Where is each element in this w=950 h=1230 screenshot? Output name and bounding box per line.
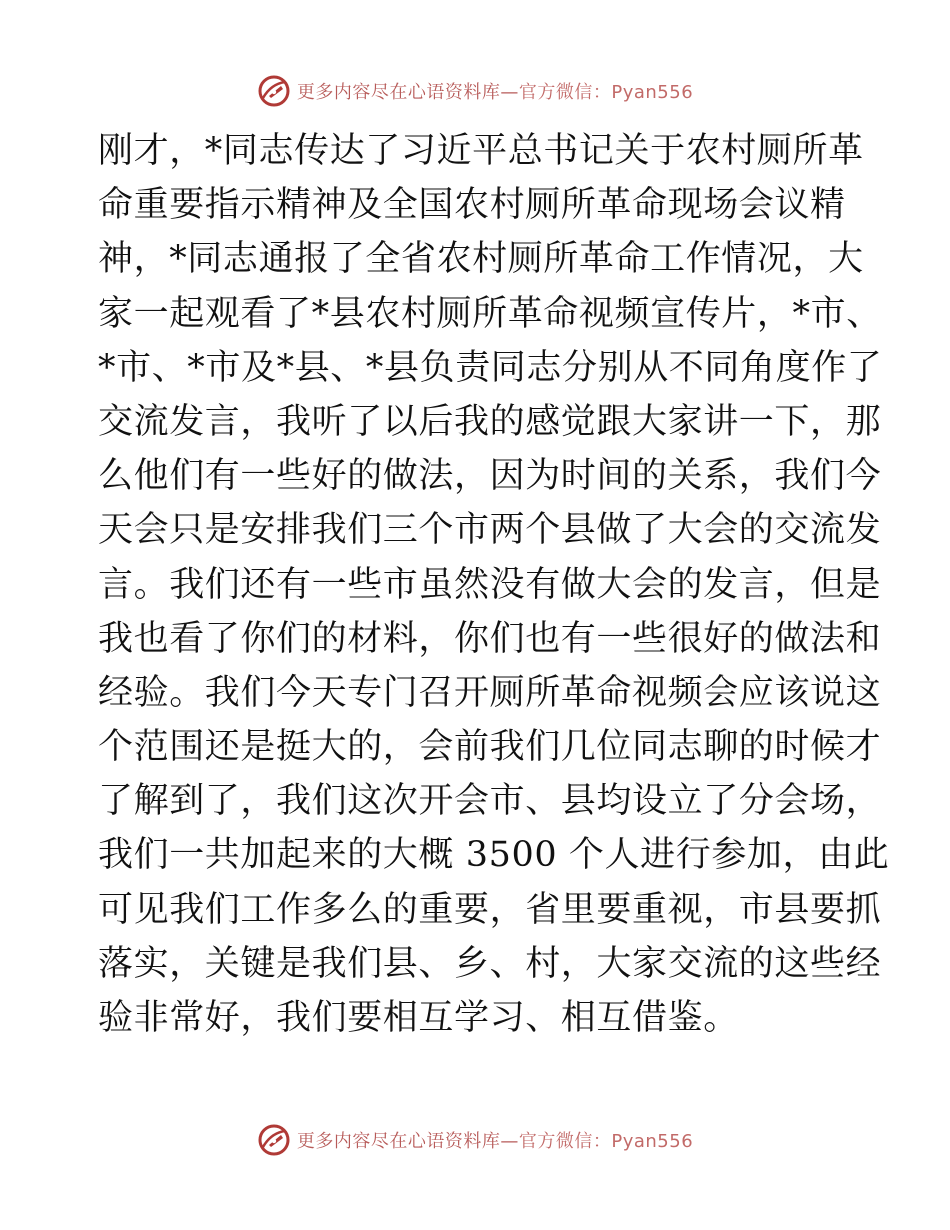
watermark-site-text: 更多内容尽在心语资料库 xyxy=(296,1131,501,1152)
document-body xyxy=(98,124,890,1045)
watermark-site-text: 更多内容尽在心语资料库 xyxy=(296,82,501,103)
text-line: 家一起观看了*县农村厕所革命视频宣传片，*市、 xyxy=(98,293,882,334)
watermark-dash: — xyxy=(500,1131,519,1152)
header-watermark xyxy=(0,71,950,111)
text-line: 天会只是安排我们三个市两个县做了大会的交流发 xyxy=(98,510,882,551)
footer-watermark xyxy=(0,1120,950,1160)
watermark-wechat-text: 官方微信：Pyan556 xyxy=(518,82,694,103)
text-line: 经验。我们今天专门召开厕所革命视频会应该说这 xyxy=(98,672,882,713)
text-line: 么他们有一些好的做法，因为时间的关系，我们今 xyxy=(98,456,882,497)
text-line: 交流发言，我听了以后我的感觉跟大家讲一下，那 xyxy=(98,401,882,442)
text-line: 个范围还是挺大的，会前我们几位同志聊的时候才 xyxy=(98,727,882,768)
pen-circle-logo-icon xyxy=(257,74,291,108)
text-line: 落实，关键是我们县、乡、村，大家交流的这些经 xyxy=(98,943,882,984)
text-line: 我们一共加起来的大概 3500 个人进行参加，由此 xyxy=(98,835,890,876)
text-line: 神，*同志通报了全省农村厕所革命工作情况，大 xyxy=(98,239,864,280)
text-line: 了解到了，我们这次开会市、县均设立了分会场， xyxy=(98,781,882,822)
watermark-wechat-text: 官方微信：Pyan556 xyxy=(518,1131,694,1152)
watermark-text xyxy=(297,78,693,104)
text-line: 可见我们工作多么的重要，省里要重视，市县要抓 xyxy=(98,889,882,930)
text-line: 我也看了你们的材料，你们也有一些很好的做法和 xyxy=(98,618,882,659)
text-line: 命重要指示精神及全国农村厕所革命现场会议精 xyxy=(98,185,846,226)
watermark-text xyxy=(297,1127,693,1153)
pen-circle-logo-icon xyxy=(257,1123,291,1157)
watermark-dash: — xyxy=(500,82,519,103)
text-line: 验非常好，我们要相互学习、相互借鉴。 xyxy=(98,998,739,1038)
text-line: 刚才，*同志传达了习近平总书记关于农村厕所革 xyxy=(98,131,864,171)
text-line: *市、*市及*县、*县负责同志分别从不同角度作了 xyxy=(98,347,883,388)
text-line: 言。我们还有一些市虽然没有做大会的发言，但是 xyxy=(98,564,882,605)
